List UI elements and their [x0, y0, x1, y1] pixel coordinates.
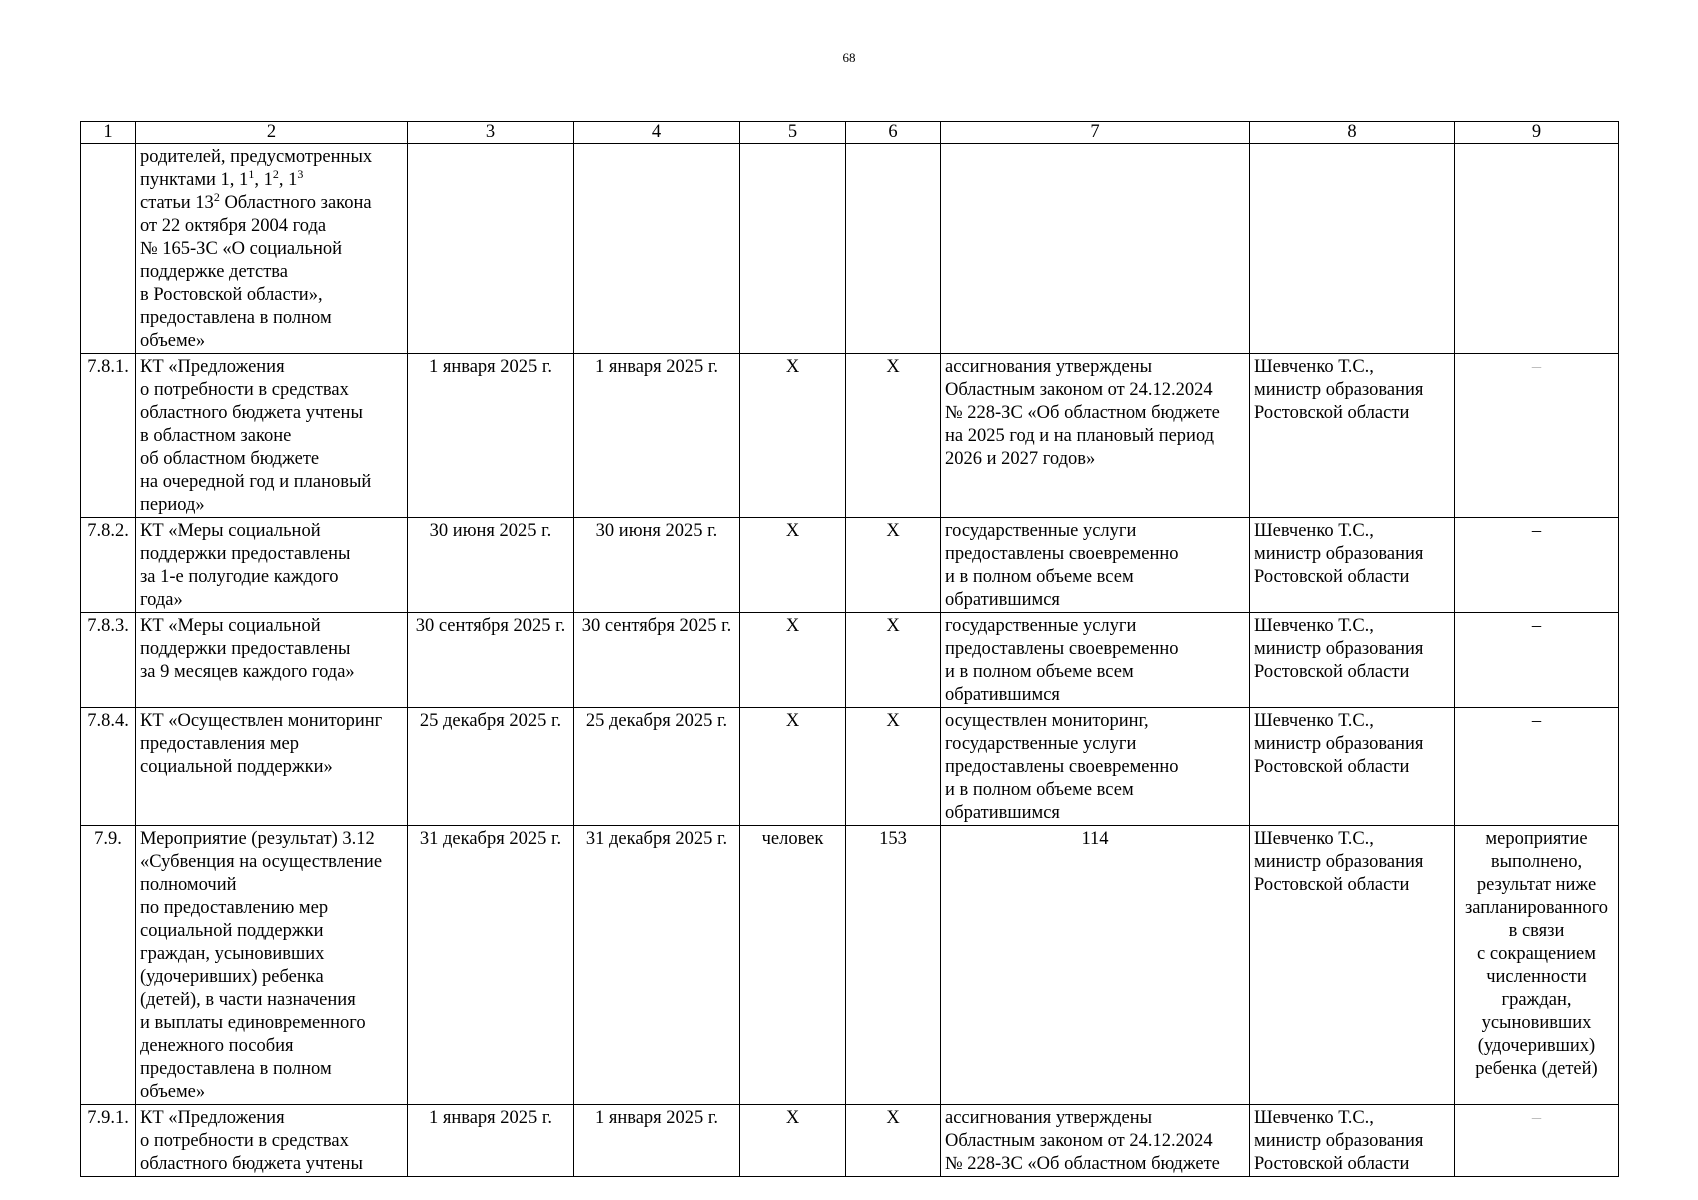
description-line: статьи 13 — [140, 193, 214, 213]
unit-cell: человек — [740, 826, 846, 1105]
description-line: , 1 — [254, 170, 273, 190]
description-line: от 22 октября 2004 года — [140, 216, 327, 236]
unit-cell: X — [740, 708, 846, 826]
table-row — [81, 708, 1619, 826]
end-date-cell: 25 декабря 2025 г. — [574, 708, 740, 826]
start-date-cell — [408, 144, 574, 354]
description-line: , 1 — [278, 170, 298, 190]
row-number-cell: 7.8.4. — [81, 708, 136, 826]
row-number-cell — [81, 144, 136, 354]
result-cell: осуществлен мониторинг, государственные услуги предоставлены своевременно и в полном объеме всем обратившимся — [941, 708, 1250, 826]
description-line: пунктами 1, 1 — [140, 170, 249, 190]
unit-cell: X — [740, 1105, 846, 1177]
unit-cell: X — [740, 354, 846, 518]
plan-value-cell — [846, 144, 941, 354]
description-line: Областного закона — [219, 193, 372, 213]
start-date-cell: 30 июня 2025 г. — [408, 518, 574, 613]
note-cell: – — [1455, 1105, 1619, 1177]
superscript: 1 — [248, 167, 255, 181]
note-cell: мероприятие выполнено, результат ниже запланированного в связи с сокращением численности граждан, усыновивших (удочеривших) ребенка (детей) — [1455, 826, 1619, 1105]
plan-table — [80, 121, 1619, 1177]
end-date-cell: 30 июня 2025 г. — [574, 518, 740, 613]
description-line: в Ростовской области», — [140, 285, 323, 305]
unit-cell: X — [740, 518, 846, 613]
unit-cell — [740, 144, 846, 354]
result-cell: ассигнования утверждены Областным законом от 24.12.2024 № 228-ЗС «Об областном бюджете — [941, 1105, 1250, 1177]
table-row — [81, 518, 1619, 613]
end-date-cell — [574, 144, 740, 354]
description-cell: Мероприятие (результат) 3.12 «Субвенция на осуществление полномочий по предоставлению мер социальной поддержки граждан, усыновивших (удочеривших) ребенка (детей), в части назначения и выплаты единовременного денежного пособия предоставлена в полном объеме» — [136, 826, 408, 1105]
column-number-4: 4 — [574, 122, 740, 144]
start-date-cell: 1 января 2025 г. — [408, 1105, 574, 1177]
note-cell: – — [1455, 518, 1619, 613]
start-date-cell: 25 декабря 2025 г. — [408, 708, 574, 826]
result-cell — [941, 144, 1250, 354]
column-number-7: 7 — [941, 122, 1250, 144]
note-cell: – — [1455, 354, 1619, 518]
column-number-9: 9 — [1455, 122, 1619, 144]
responsible-cell — [1250, 144, 1455, 354]
table-row — [81, 354, 1619, 518]
description-line: поддержке детства — [140, 262, 288, 282]
note-cell: – — [1455, 708, 1619, 826]
result-cell: ассигнования утверждены Областным законом от 24.12.2024 № 228-ЗС «Об областном бюджете на 2025 год и на плановый период 2026 и 2027 годов» — [941, 354, 1250, 518]
end-date-cell: 1 января 2025 г. — [574, 1105, 740, 1177]
superscript: 2 — [213, 190, 220, 204]
description-line: предоставлена в полном — [140, 308, 332, 328]
start-date-cell: 1 января 2025 г. — [408, 354, 574, 518]
column-number-5: 5 — [740, 122, 846, 144]
note-cell — [1455, 144, 1619, 354]
superscript: 2 — [272, 167, 279, 181]
row-number-cell: 7.8.2. — [81, 518, 136, 613]
column-number-3: 3 — [408, 122, 574, 144]
plan-value-cell: X — [846, 613, 941, 708]
table-row — [81, 613, 1619, 708]
responsible-cell: Шевченко Т.С., министр образования Ростовской области — [1250, 708, 1455, 826]
end-date-cell: 30 сентября 2025 г. — [574, 613, 740, 708]
row-number-cell: 7.8.1. — [81, 354, 136, 518]
column-number-6: 6 — [846, 122, 941, 144]
start-date-cell: 30 сентября 2025 г. — [408, 613, 574, 708]
table-row-continuation — [81, 144, 1619, 354]
column-number-8: 8 — [1250, 122, 1455, 144]
result-cell: государственные услуги предоставлены своевременно и в полном объеме всем обратившимся — [941, 518, 1250, 613]
superscript: 3 — [297, 167, 304, 181]
responsible-cell: Шевченко Т.С., министр образования Ростовской области — [1250, 613, 1455, 708]
end-date-cell: 1 января 2025 г. — [574, 354, 740, 518]
description-cell — [136, 144, 408, 354]
plan-value-cell: 153 — [846, 826, 941, 1105]
description-line: объеме» — [140, 331, 206, 351]
end-date-cell: 31 декабря 2025 г. — [574, 826, 740, 1105]
plan-value-cell: X — [846, 354, 941, 518]
row-number-cell: 7.8.3. — [81, 613, 136, 708]
column-number-1: 1 — [81, 122, 136, 144]
description-cell: КТ «Осуществлен мониторинг предоставления мер социальной поддержки» — [136, 708, 408, 826]
responsible-cell: Шевченко Т.С., министр образования Ростовской области — [1250, 518, 1455, 613]
responsible-cell: Шевченко Т.С., министр образования Ростовской области — [1250, 1105, 1455, 1177]
description-cell: КТ «Меры социальной поддержки предоставлены за 1-е полугодие каждого года» — [136, 518, 408, 613]
row-number-cell: 7.9.1. — [81, 1105, 136, 1177]
responsible-cell: Шевченко Т.С., министр образования Ростовской области — [1250, 354, 1455, 518]
column-number-row — [81, 122, 1619, 144]
description-line: № 165-ЗС «О социальной — [140, 239, 343, 259]
description-cell: КТ «Предложения о потребности в средствах областного бюджета учтены — [136, 1105, 408, 1177]
start-date-cell: 31 декабря 2025 г. — [408, 826, 574, 1105]
plan-value-cell: X — [846, 518, 941, 613]
result-cell: 114 — [941, 826, 1250, 1105]
page-number: 68 — [842, 50, 856, 65]
table-row — [81, 826, 1619, 1105]
description-cell: КТ «Меры социальной поддержки предоставлены за 9 месяцев каждого года» — [136, 613, 408, 708]
description-line: родителей, предусмотренных — [140, 147, 373, 167]
unit-cell: X — [740, 613, 846, 708]
responsible-cell: Шевченко Т.С., министр образования Ростовской области — [1250, 826, 1455, 1105]
table-row — [81, 1105, 1619, 1177]
description-cell: КТ «Предложения о потребности в средствах областного бюджета учтены в областном законе об областном бюджете на очередной год и плановый период» — [136, 354, 408, 518]
plan-value-cell: X — [846, 1105, 941, 1177]
column-number-2: 2 — [136, 122, 408, 144]
result-cell: государственные услуги предоставлены своевременно и в полном объеме всем обратившимся — [941, 613, 1250, 708]
note-cell: – — [1455, 613, 1619, 708]
plan-value-cell: X — [846, 708, 941, 826]
row-number-cell: 7.9. — [81, 826, 136, 1105]
